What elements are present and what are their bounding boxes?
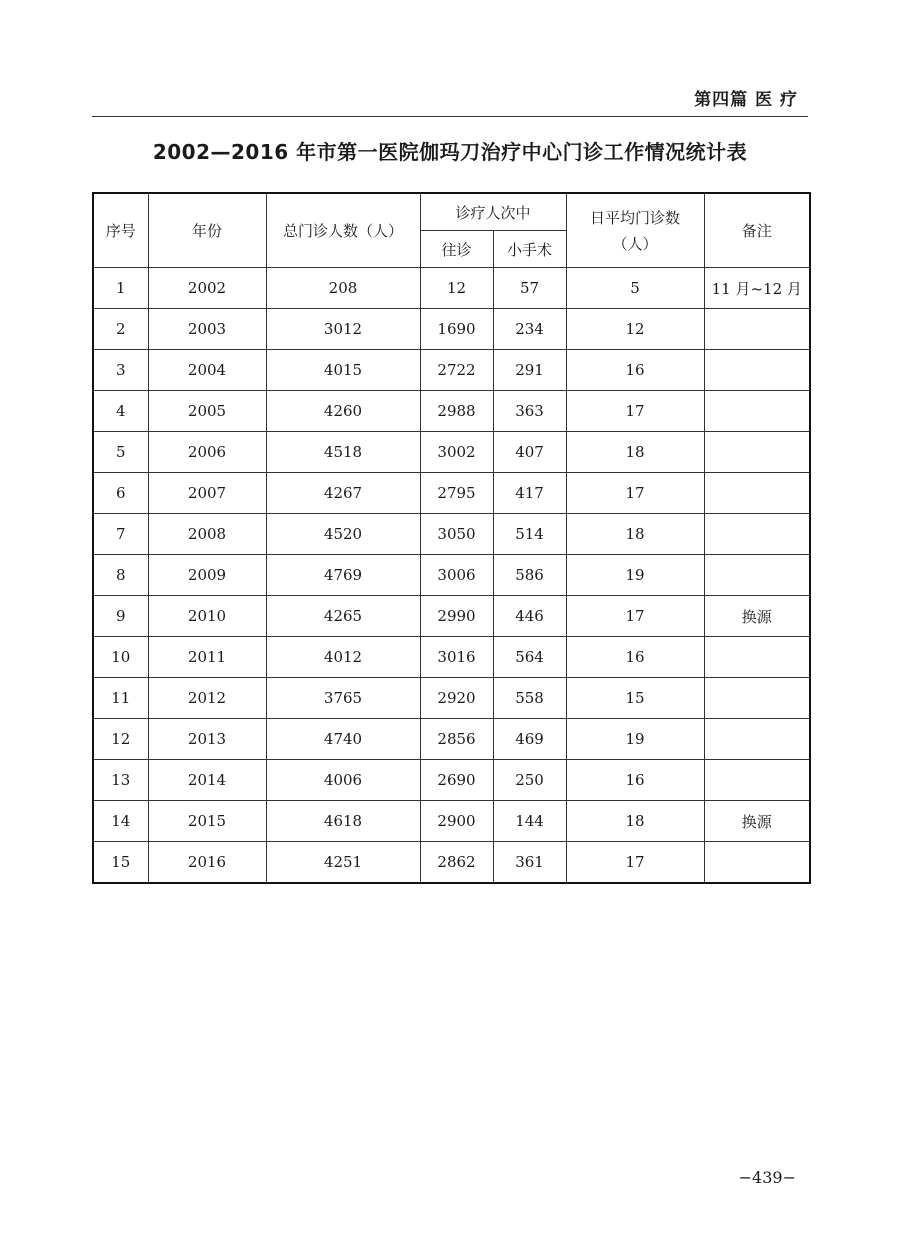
cell-total: 3012 <box>266 309 420 350</box>
page-number: −439− <box>738 1168 796 1187</box>
header-remarks: 备注 <box>704 193 810 268</box>
table-row <box>93 514 810 555</box>
cell-index: 4 <box>93 391 148 432</box>
cell-year: 2008 <box>148 514 266 555</box>
header-minor-surgery: 小手术 <box>493 231 566 268</box>
cell-visits: 2988 <box>420 391 493 432</box>
cell-remarks <box>704 719 810 760</box>
cell-visits: 2795 <box>420 473 493 514</box>
cell-remarks <box>704 432 810 473</box>
cell-index: 2 <box>93 309 148 350</box>
header-year: 年份 <box>148 193 266 268</box>
cell-index: 3 <box>93 350 148 391</box>
table-row <box>93 555 810 596</box>
cell-remarks <box>704 555 810 596</box>
table-body <box>93 268 810 884</box>
cell-total: 208 <box>266 268 420 309</box>
cell-remarks: 换源 <box>704 801 810 842</box>
cell-year: 2002 <box>148 268 266 309</box>
cell-year: 2005 <box>148 391 266 432</box>
table-row <box>93 596 810 637</box>
cell-total: 4618 <box>266 801 420 842</box>
cell-total: 4251 <box>266 842 420 884</box>
cell-visits: 2856 <box>420 719 493 760</box>
cell-index: 9 <box>93 596 148 637</box>
header-index: 序号 <box>93 193 148 268</box>
cell-daily-avg: 16 <box>566 760 704 801</box>
cell-visits: 2900 <box>420 801 493 842</box>
cell-remarks <box>704 637 810 678</box>
table-row <box>93 719 810 760</box>
cell-year: 2011 <box>148 637 266 678</box>
cell-total: 4006 <box>266 760 420 801</box>
cell-total: 4265 <box>266 596 420 637</box>
cell-index: 8 <box>93 555 148 596</box>
cell-index: 10 <box>93 637 148 678</box>
cell-visits: 12 <box>420 268 493 309</box>
cell-visits: 3006 <box>420 555 493 596</box>
cell-year: 2012 <box>148 678 266 719</box>
cell-remarks <box>704 350 810 391</box>
cell-total: 4740 <box>266 719 420 760</box>
table-row <box>93 760 810 801</box>
cell-total: 3765 <box>266 678 420 719</box>
header-daily-avg-text: 日平均门诊数（人） <box>590 208 681 253</box>
cell-total: 4520 <box>266 514 420 555</box>
section-title: 第四篇 医 疗 <box>694 90 798 110</box>
cell-index: 6 <box>93 473 148 514</box>
cell-index: 15 <box>93 842 148 884</box>
table-row <box>93 637 810 678</box>
cell-visits: 2920 <box>420 678 493 719</box>
cell-remarks <box>704 760 810 801</box>
cell-minor-surgery: 586 <box>493 555 566 596</box>
cell-daily-avg: 19 <box>566 555 704 596</box>
cell-index: 12 <box>93 719 148 760</box>
cell-remarks <box>704 309 810 350</box>
cell-year: 2016 <box>148 842 266 884</box>
cell-total: 4267 <box>266 473 420 514</box>
cell-total: 4012 <box>266 637 420 678</box>
table-row <box>93 678 810 719</box>
cell-visits: 3002 <box>420 432 493 473</box>
cell-total: 4015 <box>266 350 420 391</box>
cell-index: 1 <box>93 268 148 309</box>
table-row <box>93 432 810 473</box>
cell-visits: 2862 <box>420 842 493 884</box>
cell-daily-avg: 19 <box>566 719 704 760</box>
cell-minor-surgery: 291 <box>493 350 566 391</box>
cell-year: 2006 <box>148 432 266 473</box>
cell-remarks <box>704 391 810 432</box>
header-total: 总门诊人数（人） <box>266 193 420 268</box>
table-row <box>93 309 810 350</box>
cell-minor-surgery: 469 <box>493 719 566 760</box>
cell-daily-avg: 12 <box>566 309 704 350</box>
header-daily-avg <box>566 193 704 268</box>
cell-index: 13 <box>93 760 148 801</box>
cell-daily-avg: 5 <box>566 268 704 309</box>
cell-index: 7 <box>93 514 148 555</box>
running-header <box>92 86 808 117</box>
cell-minor-surgery: 407 <box>493 432 566 473</box>
table-row <box>93 473 810 514</box>
cell-daily-avg: 18 <box>566 801 704 842</box>
cell-remarks <box>704 514 810 555</box>
cell-remarks: 换源 <box>704 596 810 637</box>
table-row <box>93 391 810 432</box>
cell-year: 2004 <box>148 350 266 391</box>
cell-minor-surgery: 363 <box>493 391 566 432</box>
cell-remarks <box>704 473 810 514</box>
table-row <box>93 842 810 884</box>
cell-visits: 3050 <box>420 514 493 555</box>
cell-visits: 2690 <box>420 760 493 801</box>
cell-daily-avg: 17 <box>566 596 704 637</box>
cell-minor-surgery: 446 <box>493 596 566 637</box>
cell-visits: 3016 <box>420 637 493 678</box>
cell-minor-surgery: 564 <box>493 637 566 678</box>
cell-remarks: 11 月~12 月 <box>704 268 810 309</box>
cell-daily-avg: 18 <box>566 514 704 555</box>
cell-daily-avg: 18 <box>566 432 704 473</box>
cell-index: 11 <box>93 678 148 719</box>
cell-daily-avg: 17 <box>566 473 704 514</box>
statistics-table <box>92 192 811 884</box>
table-row <box>93 801 810 842</box>
cell-year: 2010 <box>148 596 266 637</box>
header-visits: 往诊 <box>420 231 493 268</box>
cell-remarks <box>704 842 810 884</box>
cell-visits: 1690 <box>420 309 493 350</box>
cell-year: 2014 <box>148 760 266 801</box>
cell-minor-surgery: 361 <box>493 842 566 884</box>
cell-minor-surgery: 144 <box>493 801 566 842</box>
cell-total: 4518 <box>266 432 420 473</box>
cell-daily-avg: 16 <box>566 350 704 391</box>
cell-index: 14 <box>93 801 148 842</box>
table-title: 2002—2016 年市第一医院伽玛刀治疗中心门诊工作情况统计表 <box>152 140 748 164</box>
cell-daily-avg: 17 <box>566 391 704 432</box>
cell-minor-surgery: 417 <box>493 473 566 514</box>
cell-year: 2009 <box>148 555 266 596</box>
cell-total: 4260 <box>266 391 420 432</box>
cell-minor-surgery: 558 <box>493 678 566 719</box>
header-group: 诊疗人次中 <box>420 193 566 231</box>
cell-minor-surgery: 250 <box>493 760 566 801</box>
cell-minor-surgery: 57 <box>493 268 566 309</box>
cell-minor-surgery: 514 <box>493 514 566 555</box>
cell-year: 2013 <box>148 719 266 760</box>
cell-year: 2003 <box>148 309 266 350</box>
cell-total: 4769 <box>266 555 420 596</box>
cell-year: 2007 <box>148 473 266 514</box>
cell-year: 2015 <box>148 801 266 842</box>
cell-daily-avg: 15 <box>566 678 704 719</box>
table-row <box>93 268 810 309</box>
cell-visits: 2722 <box>420 350 493 391</box>
cell-index: 5 <box>93 432 148 473</box>
cell-visits: 2990 <box>420 596 493 637</box>
cell-daily-avg: 17 <box>566 842 704 884</box>
cell-remarks <box>704 678 810 719</box>
table-row <box>93 350 810 391</box>
cell-minor-surgery: 234 <box>493 309 566 350</box>
cell-daily-avg: 16 <box>566 637 704 678</box>
